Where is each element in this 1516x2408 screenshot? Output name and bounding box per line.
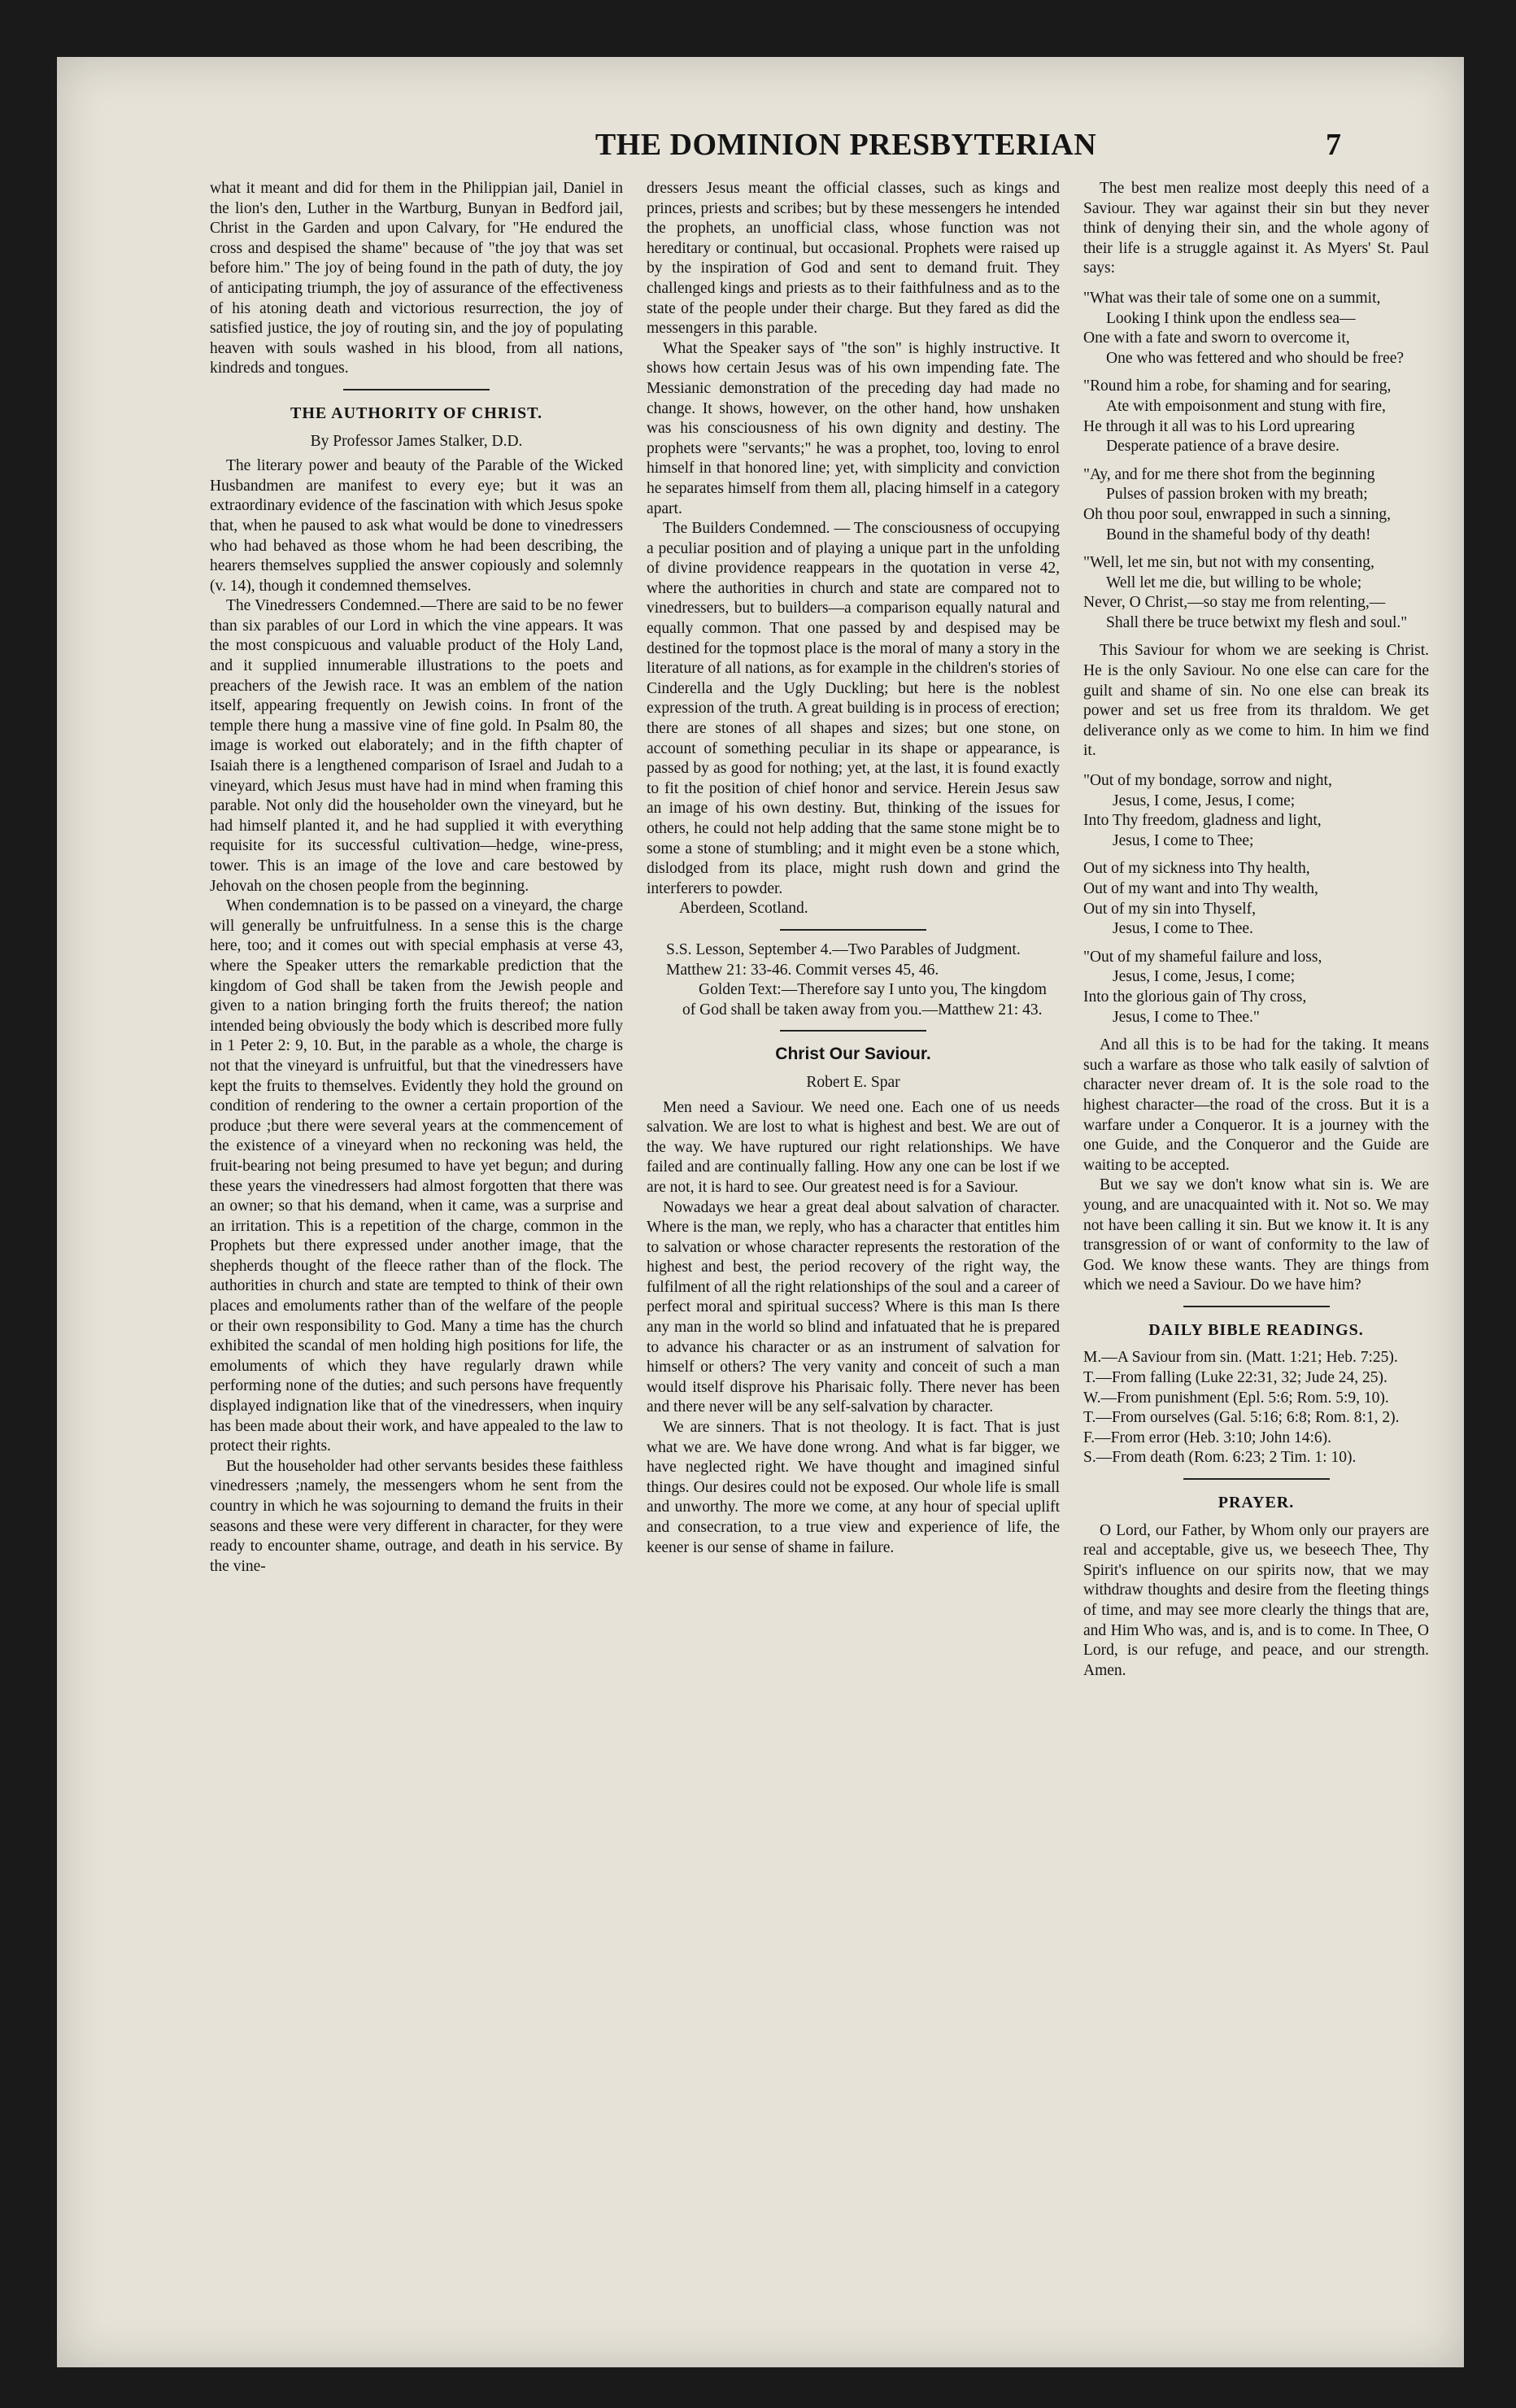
reading-item: F.—From error (Heb. 3:10; John 14:6).	[1083, 1429, 1331, 1446]
article-title: Christ Our Saviour.	[775, 1045, 931, 1064]
poem-line: "What was their tale of some one on a summit,	[1083, 289, 1381, 307]
poem-line: One who was fettered and who should be free?	[1106, 349, 1405, 367]
poem-line: Oh thou poor soul, enwrapped in such a sinning,	[1083, 505, 1392, 523]
hymn-line: Jesus, I come, Jesus, I come;	[1113, 968, 1296, 986]
article-title: THE AUTHORITY OF CHRIST.	[290, 404, 542, 422]
golden-text: Golden Text:—Therefore say I unto you, The kingdom of God shall be taken away from you.—Matthew 21: 43.	[682, 981, 1047, 1019]
paragraph: But we say we don't know what sin is. We are young, and are unacquainted with it. Not so. We may not have been calling it sin. But we know it. It is any transgression of or want of conformity to the law of God. We know these wants. They are things from which we need a Saviour. Do we have him?	[1083, 1176, 1429, 1294]
paragraph: But the householder had other servants besides these faithless vinedressers ;namely, the messengers whom he sent from the country in which he was sojourning to demand the fruits in their seasons and these were very different in character, for they were ready to encounter shame, outrage, and death in his service. By the vine-	[210, 1457, 623, 1575]
poem-line: Desperate patience of a brave desire.	[1106, 438, 1340, 456]
paragraph: This Saviour for whom we are seeking is Christ. He is the only Saviour. No one else can care for the guilt and shame of sin. No one else can break its power and set us free from its thraldom. We get deliverance only as we come to him. In him we find it.	[1083, 642, 1429, 760]
paragraph: When condemnation is to be passed on a vineyard, the charge will generally be unfruitfulness. In a sense this is the charge here, too; and it comes out with special emphasis at verse 43, where the Speaker utters the remarkable prediction that the kingdom of God shall be taken from the Jewish people and given to a nation bringing forth the fruits thereof; the nation intended being obviously the body which is described more fully in 1 Peter 2: 9, 10. But, in the parable as a whole, the charge is not that the vineyard is unfruitful, but that the vinedressers have kept the fruits to themselves. Evidently they hold the ground on condition of rendering to the owner a certain proportion of the produce ;but there were several years at the commencement of the existence of a vineyard when no reckoning was held, the fruit-bearing not being presumed to have yet begun; and during these years the vinedressers had almost forgotten that there was an owner; so that his demand, when it came, was a surprise and an irritation. This is a repetition of the charge, common in the Prophets but there expressed under another image, that the shepherds thought of the fleece rather than of the flock. The authorities in church and state are tempted to think of their own places and emoluments rather than of the welfare of the people or their own responsibility to God. Many a time has the church exhibited the scandal of men holding high positions for life, the emoluments of which they have regularly drawn while performing none of the duties; and such persons have frequently displayed indignation like that of the vinedressers, when inquiry has been made about their work, and have appealed to the law to protect their rights.	[210, 897, 623, 1455]
column-3	[1083, 179, 1429, 1681]
poem-line: "Ay, and for me there shot from the beginning	[1083, 465, 1375, 483]
poem-line: Bound in the shameful body of thy death!	[1106, 526, 1371, 543]
divider	[1183, 1306, 1330, 1307]
hymn-line: Out of my sickness into Thy health,	[1083, 860, 1310, 878]
column-2	[647, 179, 1060, 1558]
poem-line: He through it all was to his Lord uprearing	[1083, 417, 1355, 435]
poem-line: Pulses of passion broken with my breath;	[1106, 486, 1368, 504]
paragraph: what it meant and did for them in the Philippian jail, Daniel in the lion's den, Luther in the Wartburg, Bunyan in Bedford jail, Christ in the Garden and upon Calvary, for "He endured the cross and despised the shame" because of "the joy that was set before him." The joy of being found in the path of duty, the joy of anticipating triumph, the joy of assurance of the effectiveness of his atoning death and victorious resurrection, the joy of satisfied justice, the joy of routing sin, and the joy of populating heaven with souls washed in his blood, from all nations, kindreds and tongues.	[210, 180, 623, 377]
hymn-line: Jesus, I come to Thee.	[1113, 920, 1253, 938]
poem-line: "Well, let me sin, but not with my consenting,	[1083, 554, 1374, 572]
hymn-line: "Out of my bondage, sorrow and night,	[1083, 772, 1332, 790]
poem-line: Ate with empoisonment and stung with fire,	[1106, 397, 1386, 415]
poem	[1083, 289, 1429, 634]
paragraph: And all this is to be had for the taking. It means such a warfare as those who talk easily of salvtion of character never dream of. It is the sole road to the highest character—the road of the cross. But it is a warfare under a Conqueror. It is a journey with the one Guide, and the Conqueror and the Guide are waiting to be accepted.	[1083, 1036, 1429, 1174]
hymn-line: "Out of my shameful failure and loss,	[1083, 948, 1322, 966]
hymn-line: Jesus, I come to Thee;	[1113, 831, 1254, 849]
paragraph: Men need a Saviour. We need one. Each one of us needs salvation. We are lost to what is highest and best. We are out of the way. We have ruptured our right relationships. We have failed and are continually falling. How any one can be lost if we are not, it is hard to see. Our greatest need is for a Saviour.	[647, 1098, 1060, 1196]
prayer-text: O Lord, our Father, by Whom only our prayers are real and acceptable, give us, we beseech Thee, Thy Spirit's influence on our spirits now, that we may withdraw thoughts and desire from the fleeting things of time, and may see more clearly the things that are, and Him Who was, and is, and is to come. In Thee, O Lord, is our refuge, and peace, and our strength. Amen.	[1083, 1521, 1429, 1679]
reading-item: T.—From falling (Luke 22:31, 32; Jude 24, 25).	[1083, 1369, 1387, 1387]
divider	[780, 1030, 926, 1032]
poem-line: One with a fate and sworn to overcome it,	[1083, 329, 1350, 347]
bible-readings	[1083, 1348, 1429, 1468]
poem-line: "Round him a robe, for shaming and for searing,	[1083, 377, 1392, 395]
article-signoff: Aberdeen, Scotland.	[679, 900, 808, 918]
hymn-line: Out of my sin into Thyself,	[1083, 900, 1256, 918]
article-author: Robert E. Spar	[806, 1073, 900, 1091]
hymn-line: Into Thy freedom, gladness and light,	[1083, 812, 1322, 830]
paragraph: Nowadays we hear a great deal about salvation of character. Where is the man, we reply, who has a character that entitles him to salvation or whose character represents the restoration of the highest and best, the period recovery of the right way, the fulfilment of all the right relationships of the soul and a career of perfect moral and spiritual success? Where is this man Is there any man in the world so blind and infatuated that he is prepared to advance his character or as an instrument of salvation for himself or others? The very vanity and conceit of such a man would itself disprove his Pharisaic folly. There never has been and there never will be any self-salvation by character.	[647, 1198, 1060, 1416]
hymn-line: Jesus, I come, Jesus, I come;	[1113, 792, 1296, 809]
reading-item: M.—A Saviour from sin. (Matt. 1:21; Heb. 7:25).	[1083, 1349, 1398, 1367]
divider	[780, 929, 926, 931]
running-title: THE DOMINION PRESBYTERIAN	[595, 128, 1097, 162]
section-title: DAILY BIBLE READINGS.	[1148, 1320, 1364, 1339]
paragraph: The literary power and beauty of the Parable of the Wicked Husbandmen are manifest to every eye; but it was an extraordinary evidence of the fascination with which Jesus spoke that, when he paused to ask what would be done to vinedressers who had behaved as those whom he had been describing, the hearers themselves supplied the answer copiously and solemnly (v. 14), though it condemned themselves.	[210, 457, 623, 595]
column-1	[210, 179, 623, 1577]
hymn-line: Jesus, I come to Thee."	[1113, 1008, 1260, 1026]
paragraph: We are sinners. That is not theology. It is fact. That is just what we are. We have done wrong. And what is far bigger, we have neglected right. We have thought and imagined sinful things. Our desires could not be exposed. Our whole life is small and unworthy. The more we come, at any hour of special uplift and consecration, to a true view and experience of life, the keener is our sense of shame in failure.	[647, 1419, 1060, 1556]
newspaper-page	[57, 57, 1464, 2367]
paragraph: dressers Jesus meant the official classes, such as kings and princes, priests and scribes; but by these messengers he intended the prophets, an unofficial class, whose function was not hereditary or continual, but occasional. Prophets were raised up by the inspiration of God and sent to demand fruit. They challenged kings and priests as to their faithfulness and as to the state of the people under their charge. But they fared as did the messengers in this parable.	[647, 180, 1060, 338]
paragraph: The best men realize most deeply this need of a Saviour. They war against their sin but they never think of denying their sin, and the whole agony of their life is a struggle against it. As Myers' St. Paul says:	[1083, 180, 1429, 277]
reading-item: T.—From ourselves (Gal. 5:16; 6:8; Rom. 8:1, 2).	[1083, 1409, 1400, 1427]
hymn-line: Out of my want and into Thy wealth,	[1083, 880, 1318, 897]
divider	[1183, 1478, 1330, 1480]
poem-line: Shall there be truce betwixt my flesh and soul."	[1106, 613, 1408, 631]
hymn	[1083, 771, 1429, 1027]
poem-line: Never, O Christ,—so stay me from relenting,—	[1083, 594, 1386, 612]
poem-line: Looking I think upon the endless sea—	[1106, 309, 1356, 327]
paragraph: The Vinedressers Condemned.—There are said to be no fewer than six parables of our Lord in which the vine appears. It was the most conspicuous and valuable product of the Holy Land, and it supplied innumerable illustrations to the poets and preachers of the Jewish race. It was an emblem of the nation itself, appearing frequently on Jewish coins. In front of the temple there hung a massive vine of fine gold. In Psalm 80, the image is worked out elaborately; and in the fifth chapter of Isaiah there is a lengthened comparison of Israel and Judah to a vineyard, which Jesus must have had in mind when framing this parable. Not only did the householder own the vineyard, but he had himself planted it, and he had supplied it with everything requisite for its successful cultivation—hedge, wine-press, tower. This is an image of the love and care bestowed by Jehovah on the chosen people from the beginning.	[210, 597, 623, 895]
paragraph: What the Speaker says of "the son" is highly instructive. It shows how certain Jesus was of his own impending fate. The Messianic demonstration of the preceding day had made no change. It shows, however, on the other hand, how unshaken was his consciousness of his own dignity and destiny. The prophets were "servants;" he was a prophet, too, loving to enrol himself in that honored line; yet, with simplicity and conviction he separates himself from them all, placing himself in a category apart.	[647, 339, 1060, 517]
lesson-text: S.S. Lesson, September 4.—Two Parables of Judgment. Matthew 21: 33-46. Commit verses 45, 46.	[666, 940, 1021, 979]
hymn-line: Into the glorious gain of Thy cross,	[1083, 988, 1307, 1006]
poem-line: Well let me die, but willing to be whole;	[1106, 574, 1362, 591]
article-author: By Professor James Stalker, D.D.	[310, 432, 523, 450]
paragraph: The Builders Condemned. — The consciousness of occupying a peculiar position and of playing a unique part in the unfolding of divine providence reappears in the quotation in verse 42, where the authorities in church and state are compared not to vinedressers, but to builders—a comparison equally natural and equally common. That one passed by and despised may be destined for the topmost place is the moral of many a story in the literature of all nations, as for example in the children's stories of Cinderella and the Ugly Duckling; but here is the noblest expression of the truth. A great building is in process of erection; there are stones of all shapes and sizes; but one stone, on account of something peculiar in its shape or appearance, is passed by as good for nothing; yet, at the last, it is found exactly to fit the position of chief honor and service. Herein Jesus saw an image of his own destiny. But, thinking of the issues for others, he could not help adding that the same stone might be to some a stone of stumbling; and it might even be a stone which, dislodged from its place, might rush down and grind the interferers to powder.	[647, 520, 1060, 897]
section-title: PRAYER.	[1218, 1494, 1295, 1512]
reading-item: S.—From death (Rom. 6:23; 2 Tim. 1: 10).	[1083, 1449, 1357, 1467]
page-number: 7	[1326, 128, 1341, 162]
lesson-note	[647, 940, 1060, 1020]
reading-item: W.—From punishment (Epl. 5:6; Rom. 5:9, 10).	[1083, 1389, 1389, 1407]
divider	[343, 389, 490, 390]
